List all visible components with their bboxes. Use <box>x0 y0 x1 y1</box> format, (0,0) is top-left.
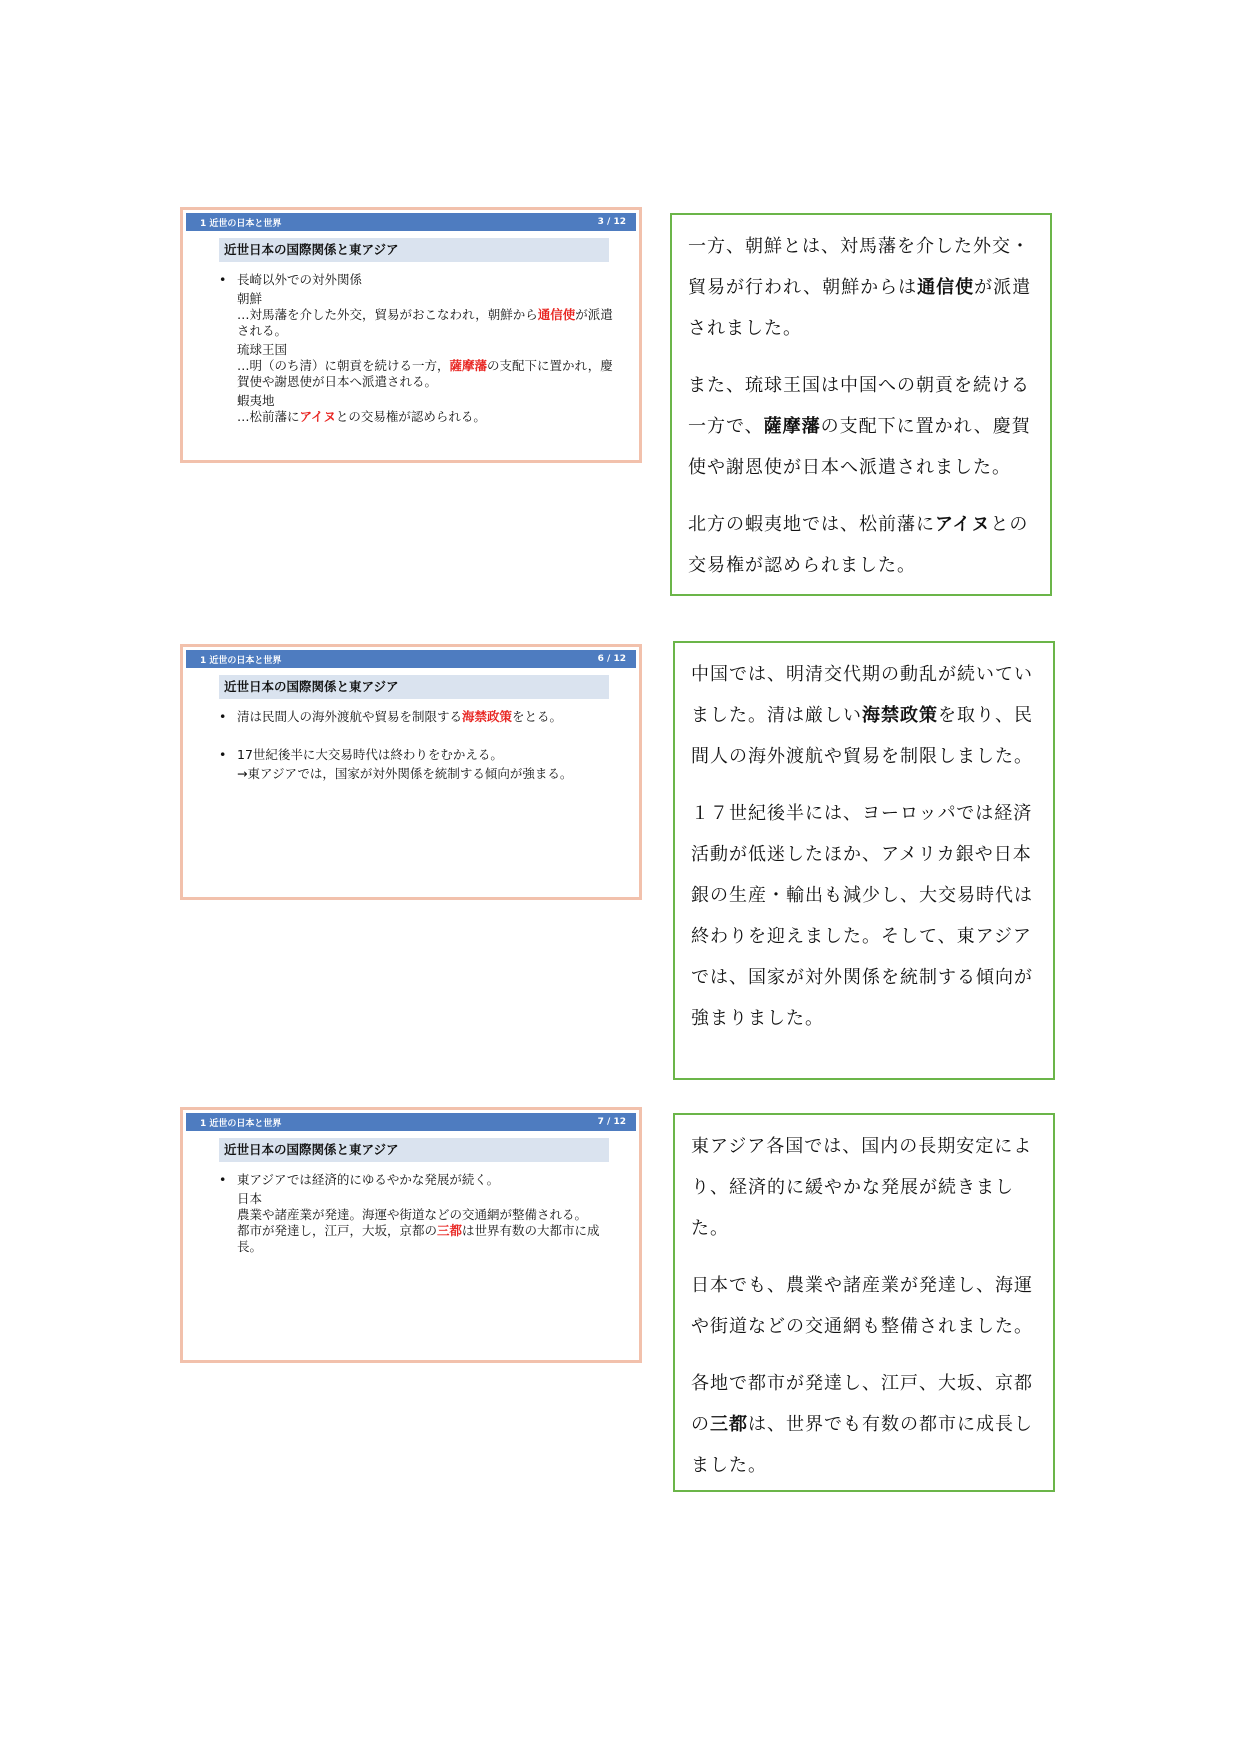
ezo-label: 蝦夷地 <box>237 393 275 408</box>
note-paragraph: 中国では、明清交代期の動乱が続いていました。清は厳しい海禁政策を取り、民間人の海外渡航や貿易を制限しました。 <box>691 664 1033 767</box>
highlight-term: アイヌ <box>299 409 336 424</box>
slide-3 <box>180 1107 642 1363</box>
ryukyu-label: 琉球王国 <box>237 342 288 357</box>
bullet-item: • 17世紀後半に大交易時代は終わりをむかえる。 <box>219 747 503 762</box>
slide-title: 近世日本の国際関係と東アジア <box>219 238 609 262</box>
ezo-text: …松前藩にアイヌとの交易権が認められる。 <box>237 409 486 424</box>
note-keyword: アイヌ <box>935 514 991 535</box>
bullet-icon: • <box>219 272 227 287</box>
note-box-3 <box>673 1113 1055 1492</box>
slide-header <box>186 1113 636 1131</box>
highlight-term: 通信使 <box>537 307 576 322</box>
note-paragraph: 北方の蝦夷地では、松前藩にアイヌとの交易権が認められました。 <box>688 514 1029 576</box>
bullet-item: • 東アジアでは経済的にゆるやかな発展が続く。 <box>219 1172 500 1187</box>
note-keyword: 薩摩藩 <box>763 416 821 437</box>
note-paragraph: １７世紀後半には、ヨーロッパでは経済活動が低迷したほか、アメリカ銀や日本銀の生産・輸出も減少し、大交易時代は終わりを迎えました。そして、東アジアでは、国家が対外関係を統制する傾向が強まりました。 <box>691 803 1033 1029</box>
bullet-item: • 長崎以外での対外関係 <box>219 272 363 287</box>
note-paragraph: 東アジア各国では、国内の長期安定により、経済的に緩やかな発展が続きました。 <box>691 1136 1033 1239</box>
note-keyword: 通信使 <box>917 277 975 298</box>
note-paragraph: 各地で都市が発達し、江戸、大坂、京都の三都は、世界でも有数の都市に成長しました。 <box>691 1373 1033 1476</box>
slide-2 <box>180 644 642 900</box>
japan-line-2: 都市が発達し，江戸，大坂，京都の三都は世界有数の大都市に成長。 <box>237 1223 600 1254</box>
slide-title: 近世日本の国際関係と東アジア <box>219 1138 609 1162</box>
bullet-icon: • <box>219 1172 227 1187</box>
note-box-2 <box>673 641 1055 1080</box>
japan-label: 日本 <box>237 1191 263 1206</box>
highlight-term: 三都 <box>437 1223 463 1238</box>
highlight-term: 海禁政策 <box>462 709 513 724</box>
slide-section: 1 近世の日本と世界 <box>200 655 282 666</box>
korea-text: …対馬藩を介した外交，貿易がおこなわれ，朝鮮から通信使が派遣される。 <box>237 307 613 338</box>
slide-title: 近世日本の国際関係と東アジア <box>219 675 609 699</box>
slide-page-number: 7 / 12 <box>597 1117 626 1127</box>
note-box-1 <box>670 213 1052 596</box>
slide-header <box>186 650 636 668</box>
slide-header <box>186 213 636 231</box>
note-keyword: 三都 <box>710 1414 748 1435</box>
bullet-item: • 清は民間人の海外渡航や貿易を制限する海禁政策をとる。 <box>219 709 563 724</box>
slide-section: 1 近世の日本と世界 <box>200 1118 282 1129</box>
slide-page-number: 6 / 12 <box>597 654 626 664</box>
slide-section: 1 近世の日本と世界 <box>200 218 282 229</box>
highlight-term: 薩摩藩 <box>449 358 488 373</box>
slide-page-number: 3 / 12 <box>597 217 626 227</box>
ryukyu-text: …明（のち清）に朝貢を続ける一方，薩摩藩の支配下に置かれ，慶賀使や謝恩使が日本へ派遣される。 <box>237 358 613 389</box>
japan-line-1: 農業や諸産業が発達。海運や街道などの交通網が整備される。 <box>237 1207 588 1222</box>
note-paragraph: 日本でも、農業や諸産業が発達し、海運や街道などの交通網も整備されました。 <box>691 1275 1033 1337</box>
slide-1 <box>180 207 642 463</box>
bullet-subitems <box>237 291 617 425</box>
note-paragraph: また、琉球王国は中国への朝貢を続ける一方で、薩摩藩の支配下に置かれ、慶賀使や謝恩使が日本へ派遣されました。 <box>688 375 1031 478</box>
bullet-subitems <box>237 1191 617 1255</box>
bullet-subtext: →東アジアでは，国家が対外関係を統制する傾向が強まる。 <box>237 766 573 781</box>
note-keyword: 海禁政策 <box>862 705 938 726</box>
slide-body <box>219 703 617 782</box>
korea-label: 朝鮮 <box>237 291 263 306</box>
note-paragraph: 一方、朝鮮とは、対馬藩を介した外交・貿易が行われ、朝鮮からは通信使が派遣されました。 <box>688 236 1032 339</box>
slide-body <box>219 1166 617 1255</box>
slide-body <box>219 266 617 425</box>
bullet-icon: • <box>219 747 227 762</box>
bullet-icon: • <box>219 709 227 724</box>
